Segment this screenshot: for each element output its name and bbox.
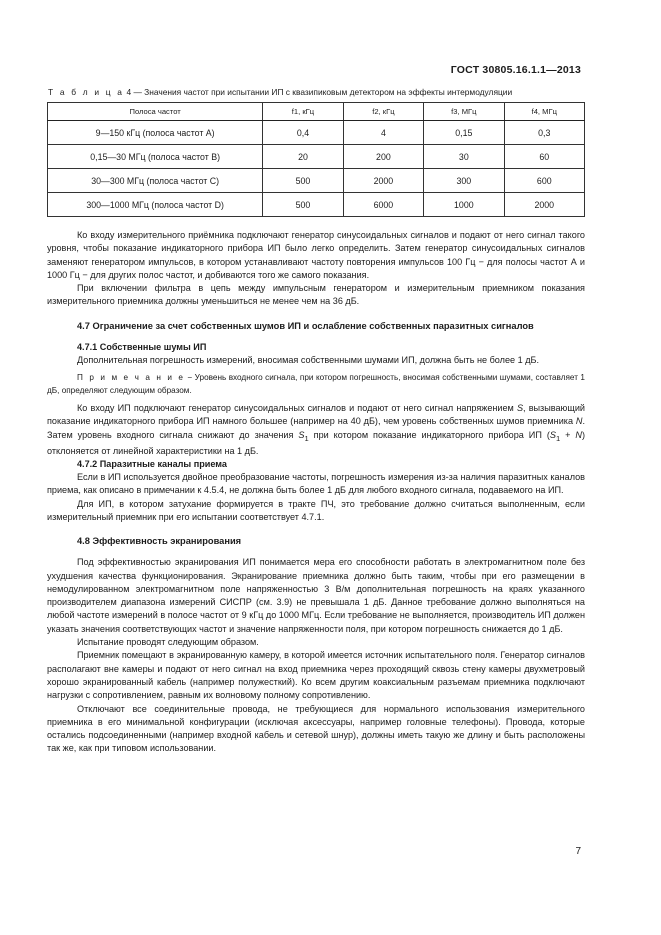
header-f4: f4, МГц xyxy=(504,103,584,121)
symbol-n: N xyxy=(575,416,583,427)
header-band: Полоса частот xyxy=(48,103,263,121)
table-cell: 20 xyxy=(263,145,343,169)
text-run: , вызывающий показание индикаторного прибора ИП намного большее (например на 40 дБ), чем уровень собственных шумов приемника xyxy=(47,403,586,427)
paragraph: Для ИП, в котором затухание формируется в тракте ПЧ, это требование должно считаться выполненным, если измерительный приемник при его испытании соответствует 4.7.1. xyxy=(47,498,585,522)
text-run: + xyxy=(560,429,576,440)
table-cell: 9—150 кГц (полоса частот А) xyxy=(48,121,263,145)
header-f2: f2, кГц xyxy=(343,103,423,121)
paragraph: Приемник помещают в экранированную камеру, в которой имеется источник испытательного поля. Генератор сигналов располагают вне камеры и подают от него сигнал на вход приемника через проходящий сквозь стену камеры двухметровый хорошо экранированный кабель (например полужесткий). Ко всем другим коаксиальным разъемам приемника подключают нагрузки с сопротивлением, равным их волновому полному сопротивлению. xyxy=(47,650,585,701)
table-cell: 0,15 xyxy=(424,121,504,145)
table-header-row xyxy=(48,103,585,121)
table-cell: 0,4 xyxy=(263,121,343,145)
table-row xyxy=(48,121,585,145)
table-cell: 60 xyxy=(504,145,584,169)
subsection-heading-4-7-2: 4.7.2 Паразитные каналы приема xyxy=(77,459,227,470)
subscript: 1 xyxy=(555,433,561,443)
section-heading-4-8: 4.8 Эффективность экранирования xyxy=(77,536,242,547)
frequency-table xyxy=(47,102,585,217)
note xyxy=(47,372,585,397)
text-run: ) отклоняется от линейной характеристики на 1 дБ. xyxy=(47,429,585,456)
subscript: 1 xyxy=(304,433,309,443)
table-cell: 1000 xyxy=(424,193,504,217)
table-cell: 500 xyxy=(263,169,343,193)
table-cell: 30—300 МГц (полоса частот С) xyxy=(48,169,263,193)
note-text: − Уровень входного сигнала, при котором погрешность, вносимая собственными шумами, составляет 1 дБ, определяют следующим образом. xyxy=(47,373,585,395)
paragraph: Ко входу измерительного приёмника подключают генератор синусоидальных сигналов и подают от него сигнал такого уровня, чтобы показание индикаторного прибора ИП было легко определить. Затем генератор синусоидальных сигналов заменяют генератором импульсов, в котором устанавливают частоту повторения импульсов 100 Гц − для полосы частот А и 1000 Гц − для других полос частот, и добиваются того же самого показания. xyxy=(47,230,585,280)
document-body xyxy=(47,229,585,756)
paragraph: Дополнительная погрешность измерений, вносимая собственными шумами ИП, должна быть не более 1 дБ. xyxy=(77,354,539,365)
paragraph xyxy=(47,402,585,458)
paragraph: Отключают все соединительные провода, не требующиеся для нормального использования измерительного приемника в его минимальной конфигурации (исключая аксессуары, например головные телефоны). Провода, которые остались подсоединенными (например входной кабель и сетевой шнур), должны иметь такую же длину и быть расположены так же, как при типовом использовании. xyxy=(47,703,585,754)
table-cell: 200 xyxy=(343,145,423,169)
symbol-s: S xyxy=(516,403,524,414)
symbol-n: N xyxy=(575,429,582,440)
table-cell: 600 xyxy=(504,169,584,193)
table-cell: 0,15—30 МГц (полоса частот В) xyxy=(48,145,263,169)
page-number: 7 xyxy=(575,846,581,857)
paragraph: Под эффективностью экранирования ИП понимается мера его способности работать в электромагнитном поле без ухудшения качества функционирования. Экранирование приемника должно быть таким, чтобы при его размещении в немодулированном электромагнитном поле напряженностью 3 В/м дополнительная погрешность на краях указанного производителем диапазона измерений СИСПР (см. 3.9) не превышала 1 дБ. Данное требование должно выполняться на любой частоте измерений в полосе частот от 9 кГц до 1000 МГц. Если требование не выполняется, производитель ИП должен указать значения соответствующих частот и значение напряженности поля, при котором погрешность снижается до 1 дБ. xyxy=(47,557,585,634)
table-row xyxy=(48,193,585,217)
header-f1: f1, кГц xyxy=(263,103,343,121)
section-heading-4-7: 4.7 Ограничение за счет собственных шумов ИП и ослабление собственных паразитных сигналов xyxy=(77,320,534,331)
paragraph: При включении фильтра в цепь между импульсным генератором и измерительным приемником показания измерительного приемника должны уменьшиться не менее чем на 36 дБ. xyxy=(47,283,585,307)
paragraph: Если в ИП используется двойное преобразование частоты, погрешность измерения из-за наличия паразитных каналов приема, как описано в примечании к 4.5.4, не должна быть более 1 дБ для любого входного сигнала, подаваемого на ИП. xyxy=(47,472,585,496)
table-cell: 4 xyxy=(343,121,423,145)
table-cell: 2000 xyxy=(504,193,584,217)
document-id-header: ГОСТ 30805.16.1.1—2013 xyxy=(450,64,581,76)
symbol-s1: S xyxy=(298,429,305,440)
table-caption-text: 4 — Значения частот при испытании ИП с квазипиковым детектором на эффекты интермодуляции xyxy=(124,87,513,97)
text-run: при котором показание индикаторного прибора ИП ( xyxy=(308,429,550,440)
table-cell: 30 xyxy=(424,145,504,169)
table-cell: 300 xyxy=(424,169,504,193)
symbol-s1: S xyxy=(549,429,556,440)
header-f3: f3, МГц xyxy=(424,103,504,121)
table-caption xyxy=(48,87,628,97)
table-row xyxy=(48,145,585,169)
text-run: Ко входу ИП подключают генератор синусоидальных сигналов и подают от него сигнал напряжением xyxy=(77,403,517,414)
table-cell: 500 xyxy=(263,193,343,217)
table-cell: 2000 xyxy=(343,169,423,193)
table-row xyxy=(48,169,585,193)
note-label: П р и м е ч а н и е xyxy=(77,373,185,383)
paragraph: Испытание проводят следующим образом. xyxy=(77,637,259,648)
text-run: . Затем уровень входного сигнала снижают до значения xyxy=(47,416,585,440)
table-caption-label: Т а б л и ц а xyxy=(48,87,125,97)
table-cell: 0,3 xyxy=(504,121,584,145)
table-cell: 6000 xyxy=(343,193,423,217)
subsection-heading-4-7-1: 4.7.1 Собственные шумы ИП xyxy=(77,341,207,352)
table-cell: 300—1000 МГц (полоса частот D) xyxy=(48,193,263,217)
